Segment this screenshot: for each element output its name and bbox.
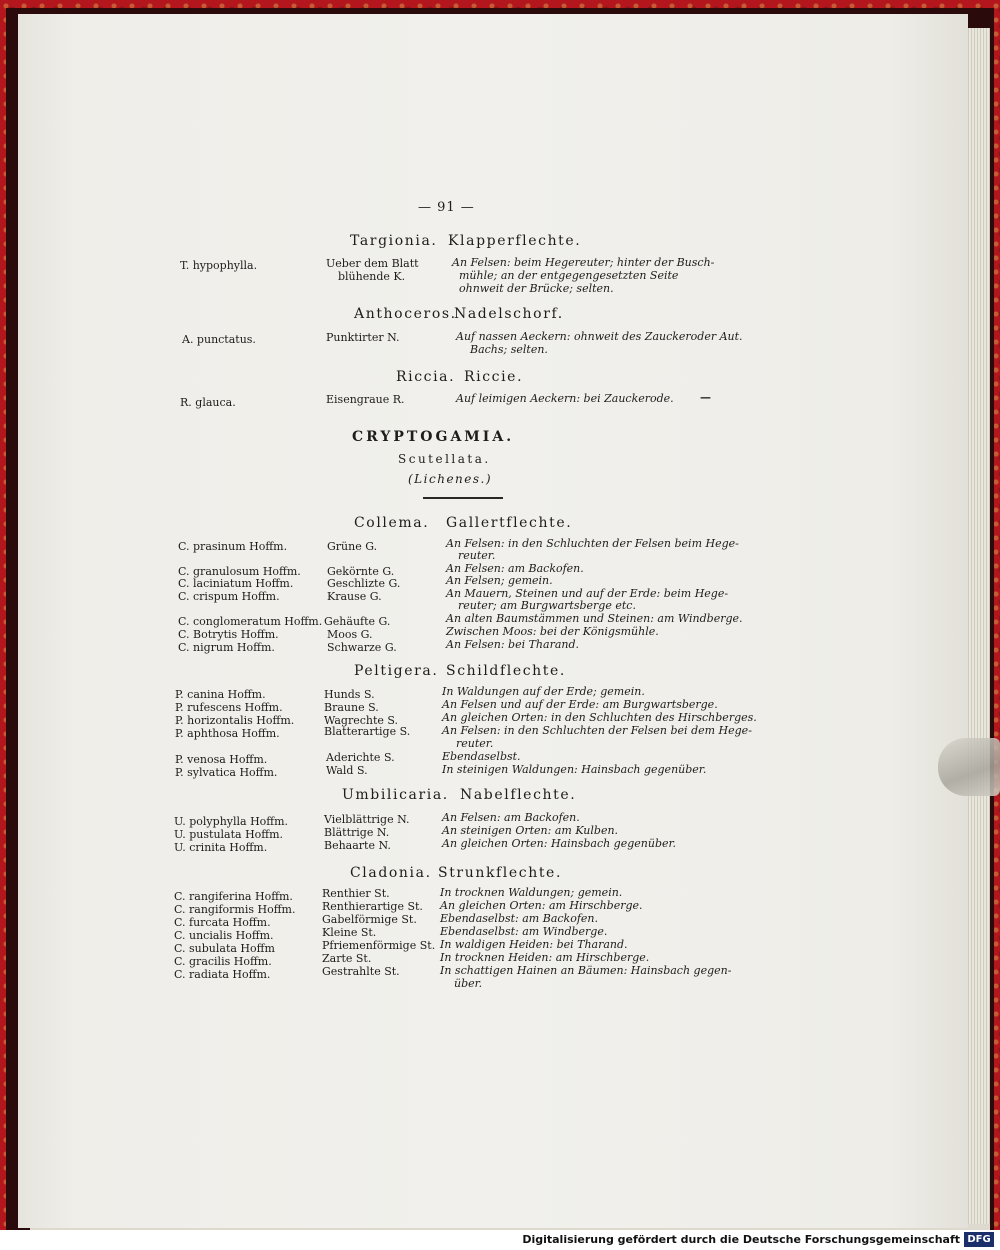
- common-heading: Schildflechte.: [446, 663, 566, 679]
- species-name: P. sylvatica Hoffm.: [175, 766, 278, 779]
- common-heading: Riccie.: [464, 369, 524, 385]
- class-heading: CRYPTOGAMIA.: [352, 429, 515, 445]
- common-name: Renthierartige St.: [322, 900, 423, 913]
- habitat-text: reuter; am Burgwartsberge etc.: [458, 599, 636, 612]
- page-number: — 91 —: [418, 200, 475, 215]
- common-name: Wagrechte S.: [324, 714, 399, 727]
- habitat-text: An Felsen: in den Schluchten der Felsen beim Hege-: [446, 537, 739, 550]
- habitat-text: reuter.: [456, 737, 494, 750]
- species-name: C. rangiferina Hoffm.: [174, 890, 293, 903]
- genus-heading: Riccia.: [396, 369, 456, 385]
- habitat-text: reuter.: [458, 549, 496, 562]
- species-name: C. furcata Hoffm.: [174, 916, 271, 929]
- genus-heading: Anthoceros.: [354, 306, 457, 322]
- species-name: P. venosa Hoffm.: [175, 753, 268, 766]
- common-heading: Gallertflechte.: [446, 515, 573, 531]
- species-name: C. granulosum Hoffm.: [178, 565, 301, 578]
- common-heading: Nadelschorf.: [454, 306, 564, 322]
- habitat-text: mühle; an der entgegengesetzten Seite: [459, 269, 679, 282]
- species-name: P. horizontalis Hoffm.: [175, 714, 295, 727]
- footer-credit: Digitalisierung gefördert durch die Deutsche Forschungsgemeinschaft: [522, 1233, 960, 1246]
- habitat-text: In steinigen Waldungen: Hainsbach gegenüber.: [442, 763, 707, 776]
- species-name: P. canina Hoffm.: [175, 688, 266, 701]
- species-name: C. Botrytis Hoffm.: [178, 628, 279, 641]
- species-name: C. subulata Hoffm: [174, 942, 275, 955]
- species-name: C. conglomeratum Hoffm.: [178, 615, 323, 628]
- species-name: P. rufescens Hoffm.: [175, 701, 283, 714]
- habitat-text: An Felsen; gemein.: [446, 574, 553, 587]
- common-heading: Strunkflechte.: [438, 865, 562, 881]
- habitat-text: über.: [454, 977, 483, 990]
- dash-mark: —: [700, 391, 711, 404]
- habitat-text: In schattigen Hainen an Bäumen: Hainsbach gegen-: [440, 964, 732, 977]
- species-name: A. punctatus.: [182, 333, 256, 346]
- species-name: T. hypophylla.: [180, 259, 258, 272]
- section-rule: [423, 497, 503, 499]
- dfg-logo: DFG: [964, 1232, 994, 1247]
- common-name: Schwarze G.: [327, 641, 397, 654]
- species-name: C. gracilis Hoffm.: [174, 955, 272, 968]
- common-heading: Klapperflechte.: [448, 233, 582, 249]
- common-name: Aderichte S.: [326, 751, 395, 764]
- common-name: blühende K.: [338, 270, 406, 283]
- species-name: C. nigrum Hoffm.: [178, 641, 275, 654]
- common-name: Wald S.: [326, 764, 368, 777]
- common-name: Renthier St.: [322, 887, 390, 900]
- habitat-text: In trocknen Waldungen; gemein.: [440, 886, 623, 899]
- habitat-text: In Waldungen auf der Erde; gemein.: [442, 685, 645, 698]
- species-name: U. polyphylla Hoffm.: [174, 815, 289, 828]
- species-name: C. prasinum Hoffm.: [178, 540, 288, 553]
- habitat-text: An alten Baumstämmen und Steinen: am Windberge.: [446, 612, 743, 625]
- species-name: C. crispum Hoffm.: [178, 590, 280, 603]
- common-heading: Nabelflechte.: [460, 787, 577, 803]
- habitat-text: An gleichen Orten: in den Schluchten des Hirschberges.: [442, 711, 757, 724]
- habitat-text: Bachs; selten.: [470, 343, 548, 356]
- bookmark-tab: [938, 738, 1000, 796]
- habitat-text: Auf nassen Aeckern: ohnweit des Zauckeroder Aut.: [456, 330, 743, 343]
- species-name: C. laciniatum Hoffm.: [178, 577, 294, 590]
- habitat-text: An Mauern, Steinen und auf der Erde: beim Hege-: [446, 587, 729, 600]
- species-name: C. rangiformis Hoffm.: [174, 903, 296, 916]
- common-name: Ueber dem Blatt: [326, 257, 419, 270]
- habitat-text: Ebendaselbst: am Backofen.: [440, 912, 598, 925]
- common-name: Zarte St.: [322, 952, 372, 965]
- habitat-text: In trocknen Heiden: am Hirschberge.: [440, 951, 650, 964]
- common-name: Moos G.: [327, 628, 373, 641]
- habitat-text: Zwischen Moos: bei der Königsmühle.: [446, 625, 659, 638]
- common-name: Blättrige N.: [324, 826, 390, 839]
- common-name: Grüne G.: [327, 540, 378, 553]
- habitat-text: An Felsen: beim Hegereuter; hinter der Busch-: [452, 256, 715, 269]
- order-note: (Lichenes.): [408, 472, 493, 486]
- habitat-text: In waldigen Heiden: bei Tharand.: [440, 938, 628, 951]
- genus-heading: Umbilicaria.: [342, 787, 449, 803]
- common-name: Krause G.: [327, 590, 382, 603]
- genus-heading: Peltigera.: [354, 663, 439, 679]
- genus-heading: Cladonia.: [350, 865, 432, 881]
- common-name: Blatterartige S.: [324, 725, 411, 738]
- common-name: Behaarte N.: [324, 839, 391, 852]
- habitat-text: Auf leimigen Aeckern: bei Zauckerode.: [456, 392, 674, 405]
- habitat-text: An gleichen Orten: am Hirschberge.: [440, 899, 643, 912]
- common-name: Gekörnte G.: [327, 565, 395, 578]
- common-name: Gehäufte G.: [324, 615, 391, 628]
- habitat-text: An gleichen Orten: Hainsbach gegenüber.: [442, 837, 677, 850]
- habitat-text: An Felsen: am Backofen.: [442, 811, 580, 824]
- habitat-text: ohnweit der Brücke; selten.: [459, 282, 614, 295]
- common-name: Gestrahlte St.: [322, 965, 400, 978]
- habitat-text: Ebendaselbst: am Windberge.: [440, 925, 608, 938]
- habitat-text: Ebendaselbst.: [442, 750, 521, 763]
- genus-heading: Targionia.: [350, 233, 438, 249]
- common-name: Gabelförmige St.: [322, 913, 417, 926]
- common-name: Kleine St.: [322, 926, 377, 939]
- common-name: Geschlizte G.: [327, 577, 401, 590]
- common-name: Punktirter N.: [326, 331, 400, 344]
- common-name: Eisengraue R.: [326, 393, 405, 406]
- common-name: Braune S.: [324, 701, 379, 714]
- habitat-text: An steinigen Orten: am Kulben.: [442, 824, 619, 837]
- genus-heading: Collema.: [354, 515, 430, 531]
- habitat-text: An Felsen und auf der Erde: am Burgwartsberge.: [442, 698, 718, 711]
- common-name: Pfriemenförmige St.: [322, 939, 436, 952]
- common-name: Hunds S.: [324, 688, 375, 701]
- species-name: R. glauca.: [180, 396, 236, 409]
- species-name: C. uncialis Hoffm.: [174, 929, 274, 942]
- habitat-text: An Felsen: in den Schluchten der Felsen bei dem Hege-: [442, 724, 752, 737]
- habitat-text: An Felsen: bei Tharand.: [446, 638, 580, 651]
- species-name: U. pustulata Hoffm.: [174, 828, 284, 841]
- species-name: P. aphthosa Hoffm.: [175, 727, 280, 740]
- common-name: Vielblättrige N.: [324, 813, 410, 826]
- species-name: C. radiata Hoffm.: [174, 968, 271, 981]
- habitat-text: An Felsen: am Backofen.: [446, 562, 584, 575]
- species-name: U. crinita Hoffm.: [174, 841, 268, 854]
- order-heading: Scutellata.: [398, 452, 491, 466]
